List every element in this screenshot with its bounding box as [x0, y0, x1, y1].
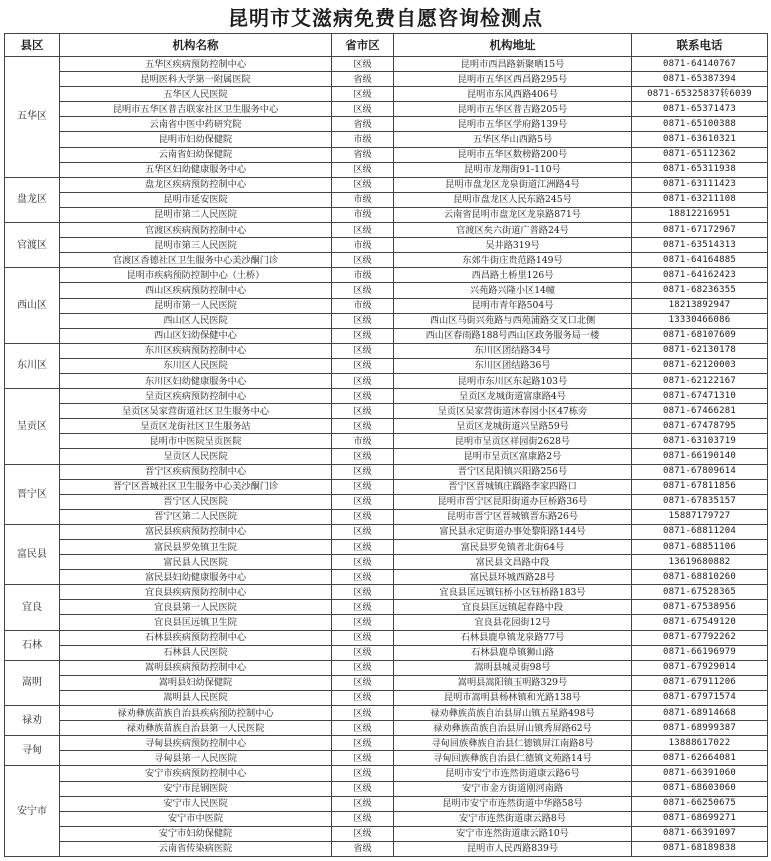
institution-cell: 东川区疾病预防控制中心 [60, 343, 332, 358]
institution-cell: 昆明市第一人民医院 [60, 298, 332, 313]
table-row [5, 615, 768, 630]
institution-cell: 云南省传染病医院 [60, 841, 332, 856]
address-cell: 安宁市连然街道康云路8号 [394, 811, 632, 826]
address-cell: 富民县罗免镇者北街64号 [394, 540, 632, 555]
phone-cell: 0871-63211108 [632, 192, 768, 207]
table-row [5, 298, 768, 313]
institution-cell: 晋宁区第二人民医院 [60, 509, 332, 524]
institution-cell: 昆明医科大学第一附属医院 [60, 72, 332, 87]
institution-cell: 晋宁区晋城社区卫生服务中心美沙酮门诊 [60, 479, 332, 494]
level-cell: 市级 [332, 434, 394, 449]
county-cell: 宜良 [5, 585, 60, 630]
table-row [5, 177, 768, 192]
level-cell: 区级 [332, 751, 394, 766]
county-cell: 东川区 [5, 343, 60, 388]
institution-cell: 安宁市疾病预防控制中心 [60, 766, 332, 781]
table-row [5, 404, 768, 419]
testing-sites-table [4, 33, 768, 857]
address-cell: 昆明市晋宁区昆阳街道办巨桥路36号 [394, 494, 632, 509]
phone-cell: 0871-67471310 [632, 389, 768, 404]
level-cell: 区级 [332, 660, 394, 675]
institution-cell: 呈贡区龙街社区卫生服务站 [60, 419, 332, 434]
phone-cell: 0871-67792262 [632, 630, 768, 645]
address-cell: 昆明市五华区数榜路200号 [394, 147, 632, 162]
phone-cell: 0871-65112362 [632, 147, 768, 162]
table-row [5, 524, 768, 539]
level-cell: 市级 [332, 268, 394, 283]
address-cell: 石林县鹿阜镇龙泉路77号 [394, 630, 632, 645]
table-row [5, 600, 768, 615]
address-cell: 安宁市连然街道康云路10号 [394, 826, 632, 841]
table-row [5, 147, 768, 162]
level-cell: 区级 [332, 630, 394, 645]
phone-cell: 13619680882 [632, 555, 768, 570]
address-cell: 宜良县匡远镇钰桥小区钰桥路183号 [394, 585, 632, 600]
institution-cell: 宜良县疾病预防控制中心 [60, 585, 332, 600]
table-row [5, 630, 768, 645]
address-cell: 嵩明县嵩阳镇玉明路329号 [394, 675, 632, 690]
county-cell: 西山区 [5, 268, 60, 343]
table-row [5, 479, 768, 494]
table-row [5, 781, 768, 796]
table-row [5, 117, 768, 132]
phone-cell: 0871-62122167 [632, 373, 768, 388]
level-cell: 区级 [332, 781, 394, 796]
level-cell: 区级 [332, 313, 394, 328]
address-cell: 昆明市五华区学府路139号 [394, 117, 632, 132]
level-cell: 区级 [332, 736, 394, 751]
level-cell: 省级 [332, 72, 394, 87]
address-cell: 东川区团结路34号 [394, 343, 632, 358]
level-cell: 区级 [332, 721, 394, 736]
institution-cell: 五华区妇幼健康服务中心 [60, 162, 332, 177]
level-cell: 区级 [332, 87, 394, 102]
table-row [5, 162, 768, 177]
institution-cell: 嵩明县疾病预防控制中心 [60, 660, 332, 675]
institution-cell: 禄劝彝族苗族自治县疾病预防控制中心 [60, 706, 332, 721]
phone-cell: 0871-65371473 [632, 102, 768, 117]
address-cell: 寻甸回族彝族自治县仁德镇文苑路14号 [394, 751, 632, 766]
level-cell: 区级 [332, 283, 394, 298]
level-cell: 区级 [332, 585, 394, 600]
level-cell: 区级 [332, 645, 394, 660]
level-cell: 区级 [332, 449, 394, 464]
institution-cell: 晋宁区疾病预防控制中心 [60, 464, 332, 479]
level-cell: 市级 [332, 192, 394, 207]
address-cell: 昆明市呈贡区富康路2号 [394, 449, 632, 464]
level-cell: 区级 [332, 177, 394, 192]
level-cell: 区级 [332, 600, 394, 615]
level-cell: 区级 [332, 223, 394, 238]
level-cell: 省级 [332, 147, 394, 162]
address-cell: 昆明市嵩明县杨林镇和光路138号 [394, 690, 632, 705]
level-cell: 市级 [332, 238, 394, 253]
address-cell: 昆明市盘龙区人民东路245号 [394, 192, 632, 207]
institution-cell: 石林县人民医院 [60, 645, 332, 660]
institution-cell: 西山区人民医院 [60, 313, 332, 328]
phone-cell: 0871-67549120 [632, 615, 768, 630]
level-cell: 区级 [332, 509, 394, 524]
level-cell: 区级 [332, 524, 394, 539]
level-cell: 区级 [332, 675, 394, 690]
table-row [5, 192, 768, 207]
level-cell: 区级 [332, 419, 394, 434]
phone-cell: 0871-67466281 [632, 404, 768, 419]
phone-cell: 15887179727 [632, 509, 768, 524]
table-row [5, 464, 768, 479]
level-cell: 区级 [332, 102, 394, 117]
page-title: 昆明市艾滋病免费自愿咨询检测点 [228, 6, 543, 30]
table-row [5, 343, 768, 358]
address-cell: 昆明市西昌路新聚晒15号 [394, 57, 632, 72]
county-cell: 晋宁区 [5, 464, 60, 524]
address-cell: 安宁市金方街道刚河南路 [394, 781, 632, 796]
address-cell: 昆明市盘龙区龙泉街道江洲路4号 [394, 177, 632, 192]
institution-cell: 安宁市人民医院 [60, 796, 332, 811]
level-cell: 市级 [332, 132, 394, 147]
institution-cell: 盘龙区疾病预防控制中心 [60, 177, 332, 192]
phone-cell: 13888617022 [632, 736, 768, 751]
table-row [5, 706, 768, 721]
address-cell: 宜良县花园街12号 [394, 615, 632, 630]
phone-cell: 18213892947 [632, 298, 768, 313]
table-row [5, 283, 768, 298]
table-header-row [5, 34, 768, 57]
table-row [5, 57, 768, 72]
county-cell: 富民县 [5, 524, 60, 584]
header-institution: 机构名称 [60, 34, 332, 57]
institution-cell: 宜良县匡远镇卫生院 [60, 615, 332, 630]
table-row [5, 751, 768, 766]
phone-cell: 0871-67538956 [632, 600, 768, 615]
address-cell: 呈贡区吴家营街道沐春园小区47栋旁 [394, 404, 632, 419]
table-row [5, 555, 768, 570]
phone-cell: 0871-64140767 [632, 57, 768, 72]
table-row [5, 509, 768, 524]
address-cell: 昆明市东川区东起路103号 [394, 373, 632, 388]
institution-cell: 富民县人民医院 [60, 555, 332, 570]
level-cell: 区级 [332, 57, 394, 72]
address-cell: 呈贡区龙城街道富康路4号 [394, 389, 632, 404]
institution-cell: 安宁市昆钢医院 [60, 781, 332, 796]
address-cell: 富民县文昌路中段 [394, 555, 632, 570]
institution-cell: 昆明市延安医院 [60, 192, 332, 207]
phone-cell: 18812216951 [632, 207, 768, 222]
institution-cell: 富民县疾病预防控制中心 [60, 524, 332, 539]
address-cell: 晋宁区昆阳镇兴阳路256号 [394, 464, 632, 479]
level-cell: 区级 [332, 540, 394, 555]
address-cell: 云南省昆明市盘龙区龙泉路871号 [394, 207, 632, 222]
address-cell: 禄劝彝族苗族自治县屏山镇五星路498号 [394, 706, 632, 721]
level-cell: 区级 [332, 690, 394, 705]
address-cell: 晋宁区晋城镇庄蹻路李家四路口 [394, 479, 632, 494]
institution-cell: 官渡区疾病预防控制中心 [60, 223, 332, 238]
table-row [5, 540, 768, 555]
phone-cell: 0871-62120003 [632, 358, 768, 373]
county-cell: 安宁市 [5, 766, 60, 857]
phone-cell: 0871-67172967 [632, 223, 768, 238]
table-row [5, 389, 768, 404]
table-row [5, 570, 768, 585]
institution-cell: 云南省中医中药研究院 [60, 117, 332, 132]
institution-cell: 昆明市妇幼保健院 [60, 132, 332, 147]
county-cell: 呈贡区 [5, 389, 60, 464]
institution-cell: 嵩明县人民医院 [60, 690, 332, 705]
institution-cell: 呈贡区人民医院 [60, 449, 332, 464]
level-cell: 省级 [332, 117, 394, 132]
phone-cell: 0871-62664081 [632, 751, 768, 766]
address-cell: 昆明市呈贡区祥园街2628号 [394, 434, 632, 449]
phone-cell: 0871-65100388 [632, 117, 768, 132]
level-cell: 区级 [332, 328, 394, 343]
institution-cell: 昆明市中医院呈贡医院 [60, 434, 332, 449]
phone-cell: 0871-63610321 [632, 132, 768, 147]
phone-cell: 0871-67478795 [632, 419, 768, 434]
address-cell: 寻甸回族彝族自治县仁德镇屏江南路8号 [394, 736, 632, 751]
institution-cell: 昆明市第三人民医院 [60, 238, 332, 253]
institution-cell: 安宁市妇幼保健院 [60, 826, 332, 841]
address-cell: 富民县永定街道办事处黎阳路144号 [394, 524, 632, 539]
county-cell: 盘龙区 [5, 177, 60, 222]
address-cell: 西山区春雨路188号西山区政务服务局一楼 [394, 328, 632, 343]
level-cell: 区级 [332, 343, 394, 358]
phone-cell: 0871-67911206 [632, 675, 768, 690]
table-row [5, 736, 768, 751]
table-row [5, 328, 768, 343]
institution-cell: 官渡区香德社区卫生服务中心美沙酮门诊 [60, 253, 332, 268]
institution-cell: 富民县妇幼健康服务中心 [60, 570, 332, 585]
level-cell: 区级 [332, 555, 394, 570]
institution-cell: 东川区人民医院 [60, 358, 332, 373]
table-row [5, 207, 768, 222]
institution-cell: 西山区妇幼保健中心 [60, 328, 332, 343]
institution-cell: 安宁市中医院 [60, 811, 332, 826]
institution-cell: 云南省妇幼保健院 [60, 147, 332, 162]
level-cell: 区级 [332, 766, 394, 781]
level-cell: 区级 [332, 826, 394, 841]
phone-cell: 0871-68236355 [632, 283, 768, 298]
table-row [5, 373, 768, 388]
phone-cell: 0871-66190140 [632, 449, 768, 464]
institution-cell: 昆明市疾病预防控制中心（土桥） [60, 268, 332, 283]
institution-cell: 嵩明县妇幼保健院 [60, 675, 332, 690]
phone-cell: 0871-67528365 [632, 585, 768, 600]
institution-cell: 呈贡区疾病预防控制中心 [60, 389, 332, 404]
phone-cell: 0871-68851106 [632, 540, 768, 555]
phone-cell: 0871-68914668 [632, 706, 768, 721]
table-row [5, 494, 768, 509]
table-row [5, 841, 768, 856]
institution-cell: 东川区妇幼健康服务中心 [60, 373, 332, 388]
header-county: 县区 [5, 34, 60, 57]
institution-cell: 昆明市五华区普吉联家社区卫生服务中心 [60, 102, 332, 117]
address-cell: 五华区华山西路5号 [394, 132, 632, 147]
county-cell: 官渡区 [5, 223, 60, 268]
address-cell: 兴苑路兴隆小区14幢 [394, 283, 632, 298]
phone-cell: 0871-65311938 [632, 162, 768, 177]
address-cell: 昆明市五华区普吉路205号 [394, 102, 632, 117]
table-row [5, 223, 768, 238]
level-cell: 省级 [332, 841, 394, 856]
institution-cell: 富民县罗免镇卫生院 [60, 540, 332, 555]
address-cell: 西昌路土桥里126号 [394, 268, 632, 283]
address-cell: 昆明市龙翔街91-110号 [394, 162, 632, 177]
table-row [5, 721, 768, 736]
level-cell: 区级 [332, 570, 394, 585]
level-cell: 区级 [332, 162, 394, 177]
level-cell: 区级 [332, 253, 394, 268]
institution-cell: 西山区疾病预防控制中心 [60, 283, 332, 298]
address-cell: 石林县鹿阜镇狮山路 [394, 645, 632, 660]
address-cell: 昆明市人民西路839号 [394, 841, 632, 856]
phone-cell: 0871-64162423 [632, 268, 768, 283]
level-cell: 区级 [332, 706, 394, 721]
address-cell: 昆明市晋宁区晋城镇晋东路26号 [394, 509, 632, 524]
level-cell: 区级 [332, 796, 394, 811]
table-row [5, 826, 768, 841]
phone-cell: 0871-68999387 [632, 721, 768, 736]
institution-cell: 昆明市第二人民医院 [60, 207, 332, 222]
address-cell: 吴井路319号 [394, 238, 632, 253]
table-row [5, 268, 768, 283]
county-cell: 嵩明 [5, 660, 60, 705]
address-cell: 西山区马街兴苑路与西苑浦路交叉口北侧 [394, 313, 632, 328]
phone-cell: 0871-62130178 [632, 343, 768, 358]
address-cell: 嵩明县城灵街98号 [394, 660, 632, 675]
phone-cell: 0871-67929014 [632, 660, 768, 675]
phone-cell: 0871-67811856 [632, 479, 768, 494]
address-cell: 官渡区矣六街道广普路24号 [394, 223, 632, 238]
table-row [5, 419, 768, 434]
phone-cell: 0871-68189838 [632, 841, 768, 856]
level-cell: 区级 [332, 373, 394, 388]
phone-cell: 0871-63514313 [632, 238, 768, 253]
phone-cell: 0871-67809614 [632, 464, 768, 479]
phone-cell: 0871-66196979 [632, 645, 768, 660]
table-row [5, 675, 768, 690]
table-row [5, 313, 768, 328]
level-cell: 区级 [332, 494, 394, 509]
table-row [5, 238, 768, 253]
institution-cell: 晋宁区人民医院 [60, 494, 332, 509]
level-cell: 市级 [332, 207, 394, 222]
phone-cell: 0871-68603060 [632, 781, 768, 796]
phone-cell: 0871-63103719 [632, 434, 768, 449]
institution-cell: 寻甸县疾病预防控制中心 [60, 736, 332, 751]
address-cell: 昆明市五华区西昌路295号 [394, 72, 632, 87]
header-address: 机构地址 [394, 34, 632, 57]
county-cell: 寻甸 [5, 736, 60, 766]
phone-cell: 0871-66391097 [632, 826, 768, 841]
address-cell: 禄劝彝族苗族自治县屏山镇秀屏路62号 [394, 721, 632, 736]
table-row [5, 645, 768, 660]
table-row [5, 102, 768, 117]
table-row [5, 72, 768, 87]
phone-cell: 13330466086 [632, 313, 768, 328]
level-cell: 区级 [332, 615, 394, 630]
header-level: 省市区 [332, 34, 394, 57]
address-cell: 富民县环城西路28号 [394, 570, 632, 585]
header-phone: 联系电话 [632, 34, 768, 57]
table-row [5, 811, 768, 826]
phone-cell: 0871-64164885 [632, 253, 768, 268]
phone-cell: 0871-68107609 [632, 328, 768, 343]
phone-cell: 0871-66250675 [632, 796, 768, 811]
table-row [5, 449, 768, 464]
institution-cell: 禄劝彝族苗族自治县第一人民医院 [60, 721, 332, 736]
institution-cell: 石林县疾病预防控制中心 [60, 630, 332, 645]
address-cell: 昆明市安宁市连然街道康云路6号 [394, 766, 632, 781]
level-cell: 区级 [332, 479, 394, 494]
level-cell: 区级 [332, 389, 394, 404]
address-cell: 东郊牛街庄贵范路149号 [394, 253, 632, 268]
level-cell: 市级 [332, 298, 394, 313]
address-cell: 东川区团结路36号 [394, 358, 632, 373]
address-cell: 宜良县匡远镇起春路中段 [394, 600, 632, 615]
level-cell: 区级 [332, 404, 394, 419]
institution-cell: 寻甸县第一人民医院 [60, 751, 332, 766]
table-row [5, 585, 768, 600]
institution-cell: 呈贡区吴家营街道社区卫生服务中心 [60, 404, 332, 419]
table-row [5, 796, 768, 811]
phone-cell: 0871-63111423 [632, 177, 768, 192]
table-row [5, 660, 768, 675]
phone-cell: 0871-66391060 [632, 766, 768, 781]
phone-cell: 0871-65325837转6039 [632, 87, 768, 102]
county-cell: 石林 [5, 630, 60, 660]
table-body [5, 57, 768, 857]
phone-cell: 0871-67835157 [632, 494, 768, 509]
level-cell: 区级 [332, 811, 394, 826]
table-row [5, 434, 768, 449]
county-cell: 禄劝 [5, 706, 60, 736]
phone-cell: 0871-65387394 [632, 72, 768, 87]
address-cell: 昆明市青年路504号 [394, 298, 632, 313]
institution-cell: 五华区疾病预防控制中心 [60, 57, 332, 72]
institution-cell: 宜良县第一人民医院 [60, 600, 332, 615]
phone-cell: 0871-68811204 [632, 524, 768, 539]
level-cell: 区级 [332, 358, 394, 373]
table-row [5, 253, 768, 268]
table-row [5, 132, 768, 147]
institution-cell: 五华区人民医院 [60, 87, 332, 102]
table-row [5, 766, 768, 781]
phone-cell: 0871-67971574 [632, 690, 768, 705]
address-cell: 昆明市安宁市连然街道中华路58号 [394, 796, 632, 811]
county-cell: 五华区 [5, 57, 60, 178]
table-row [5, 358, 768, 373]
table-row [5, 87, 768, 102]
address-cell: 呈贡区龙城街道兴呈路59号 [394, 419, 632, 434]
phone-cell: 0871-68699271 [632, 811, 768, 826]
phone-cell: 0871-68810260 [632, 570, 768, 585]
level-cell: 区级 [332, 464, 394, 479]
table-row [5, 690, 768, 705]
address-cell: 昆明市东风西路406号 [394, 87, 632, 102]
